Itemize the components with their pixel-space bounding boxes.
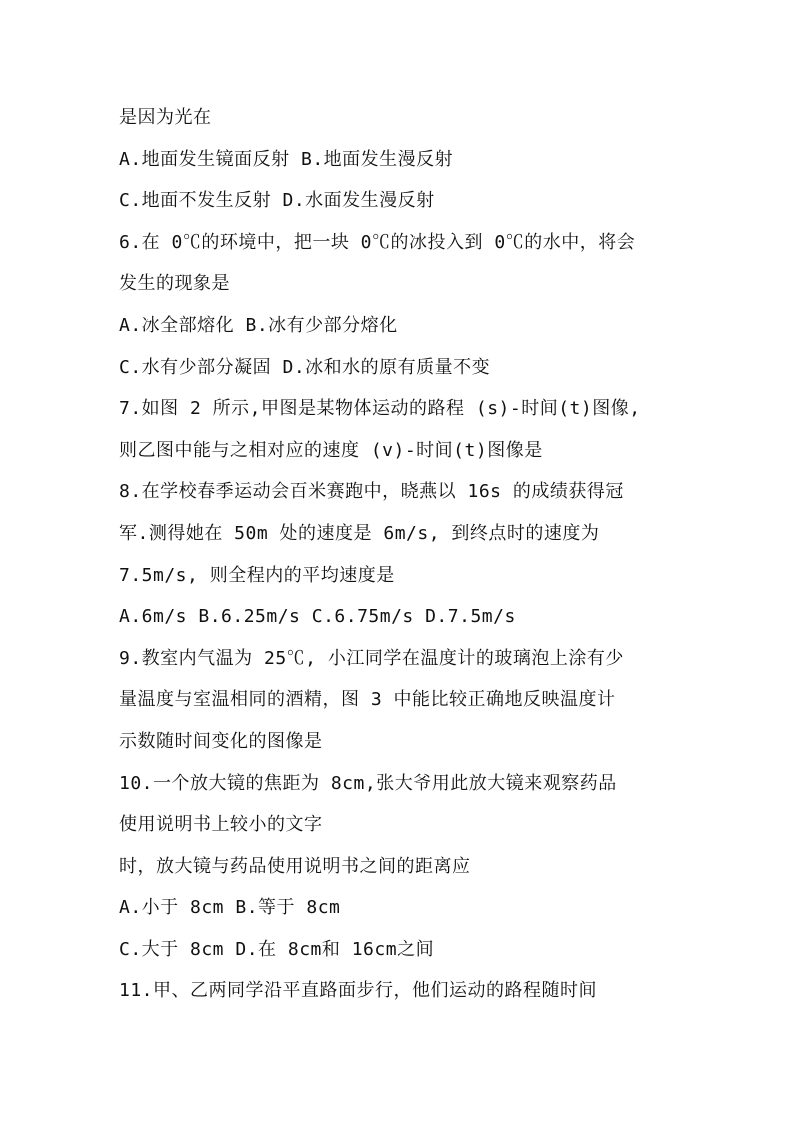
- text-line: A.小于 8cm B.等于 8cm: [119, 897, 341, 919]
- text-line: 时，放大镜与药品使用说明书之间的距离应: [119, 855, 471, 877]
- text-line: C.大于 8cm D.在 8cm和 16cm之间: [119, 938, 435, 960]
- text-line: 11.甲、乙两同学沿平直路面步行，他们运动的路程随时间: [119, 980, 598, 1002]
- text-line: 示数随时间变化的图像是: [119, 730, 323, 752]
- text-line: A.6m/s B.6.25m/s C.6.75m/s D.7.5m/s: [119, 606, 516, 628]
- text-line: C.地面不发生反射 D.水面发生漫反射: [119, 190, 435, 212]
- text-line: A.冰全部熔化 B.冰有少部分熔化: [119, 314, 398, 336]
- text-line: 发生的现象是: [119, 273, 230, 295]
- text-line: 10.一个放大镜的焦距为 8cm,张大爷用此放大镜来观察药品: [119, 772, 617, 794]
- text-line: 9.教室内气温为 25℃, 小江同学在温度计的玻璃泡上涂有少: [119, 647, 624, 669]
- text-line: 7.5m/s, 则全程内的平均速度是: [119, 564, 395, 586]
- text-line: 7.如图 2 所示,甲图是某物体运动的路程 (s)-时间(t)图像,: [119, 398, 641, 420]
- text-line: 6.在 0℃的环境中，把一块 0℃的冰投入到 0℃的水中，将会: [119, 231, 636, 253]
- text-line: 8.在学校春季运动会百米赛跑中，晓燕以 16s 的成绩获得冠: [119, 481, 624, 503]
- text-line: A.地面发生镜面反射 B.地面发生漫反射: [119, 148, 454, 170]
- text-line: C.水有少部分凝固 D.冰和水的原有质量不变: [119, 356, 491, 378]
- text-line: 则乙图中能与之相对应的速度 (v)-时间(t)图像是: [119, 439, 543, 461]
- text-line: 使用说明书上较小的文字: [119, 814, 323, 836]
- text-line: 军.测得她在 50m 处的速度是 6m/s, 到终点时的速度为: [119, 522, 600, 544]
- text-line: 是因为光在: [119, 107, 212, 128]
- text-line: 量温度与室温相同的酒精，图 3 中能比较正确地反映温度计: [119, 689, 616, 711]
- document-body: [119, 97, 679, 1012]
